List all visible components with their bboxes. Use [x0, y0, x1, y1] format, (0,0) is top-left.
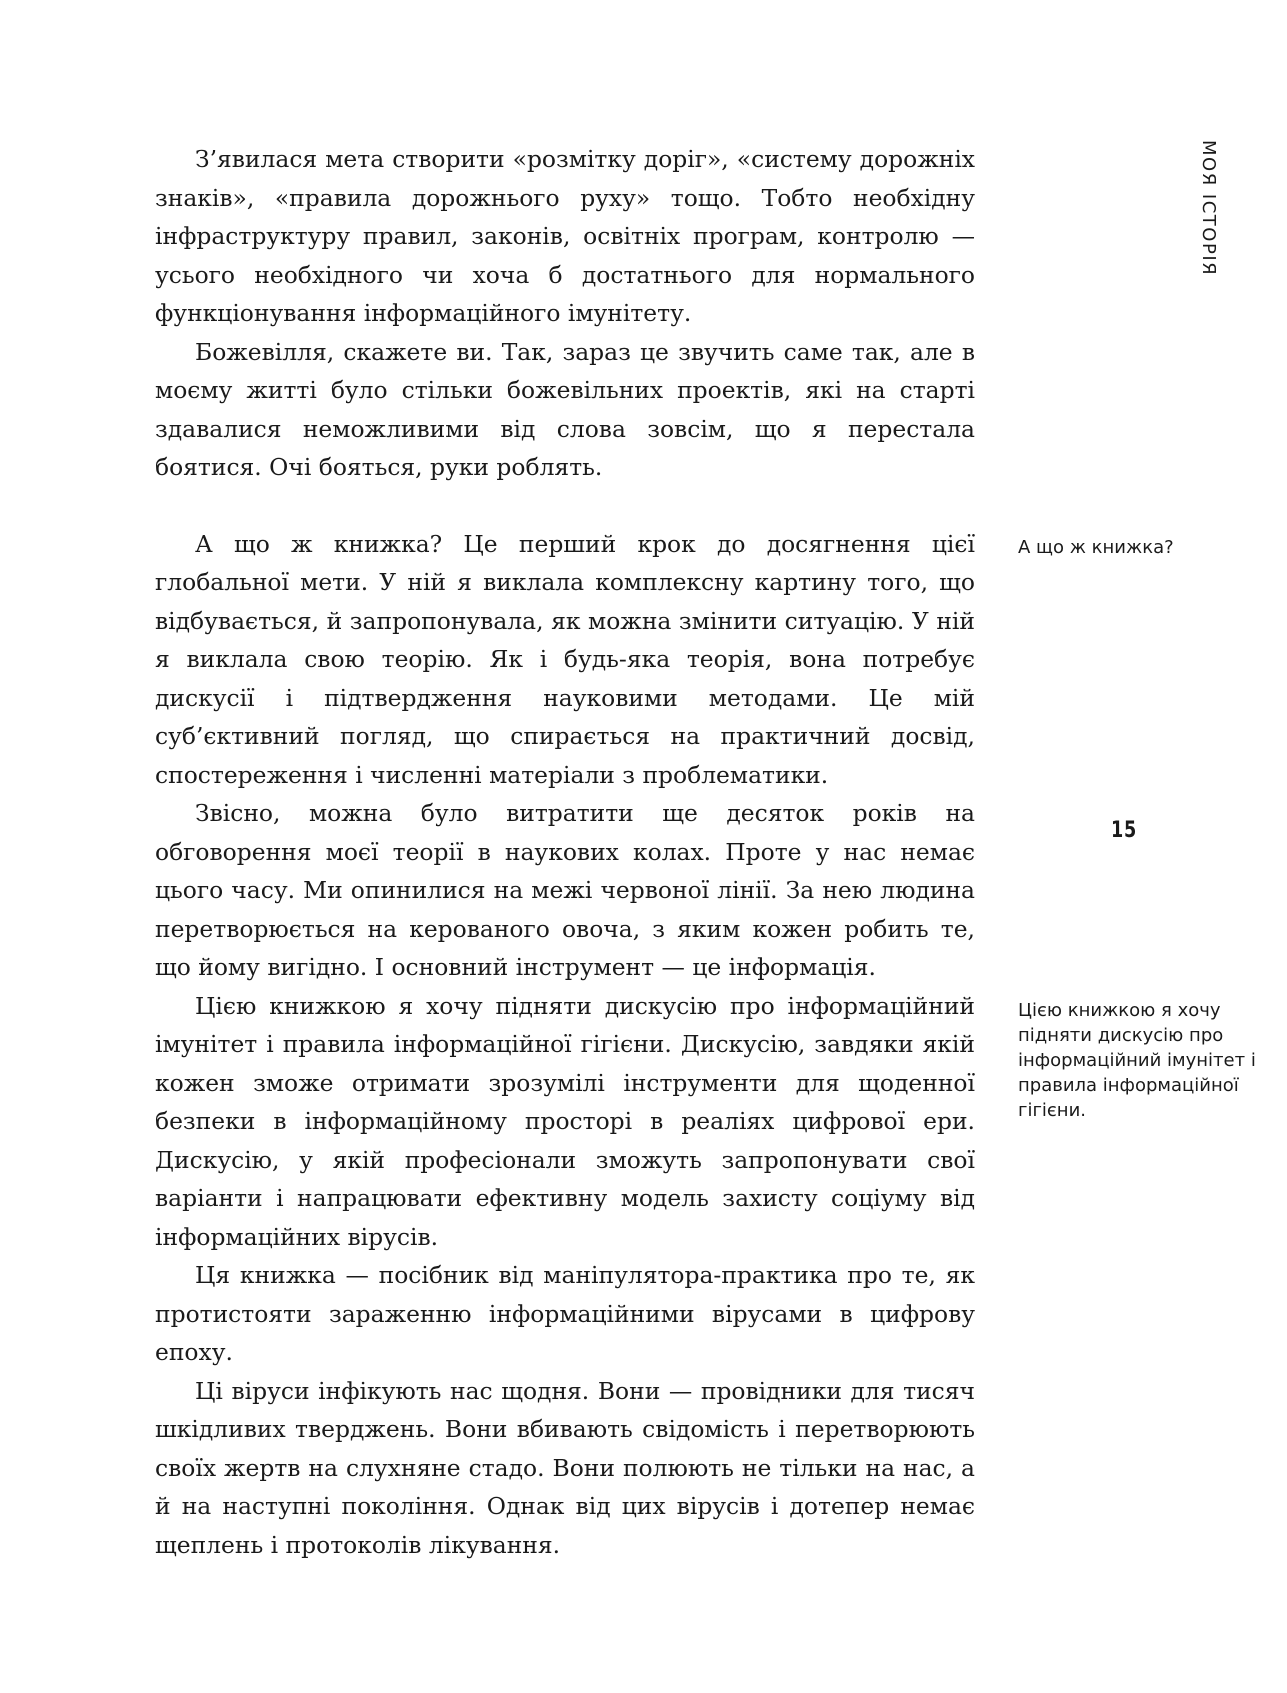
paragraph: Цією книжкою я хочу підняти дискусію про інформаційний імунітет і правила інформаційної гігієни. Дискусію, завдяки якій кожен зможе отримати зрозумілі інструменти для щоденної безпеки в інформаційному просторі в реаліях цифрової ери. Дискусію, у якій професіонали зможуть запропонувати свої варіанти і напрацювати ефективну модель захисту соціуму від інформаційних вірусів.	[155, 991, 975, 1251]
running-head: МОЯ ІСТОРІЯ	[1198, 140, 1219, 277]
page-number: 15	[1111, 818, 1138, 843]
margin-note: Цією книжкою я хочу підняти дискусію про інформаційний імунітет і правила інформаційної гігієни.	[1018, 1000, 1256, 1121]
paragraph: З’явилася мета створити «розмітку доріг», «систему дорожніх знаків», «правила дорожнього руху» тощо. Тобто необхідну інфраструктуру правил, законів, освітніх програм, контролю — усього необхідного чи хоча б достатнього для нормального функціонування інформаційного імунітету.	[155, 145, 975, 327]
paragraph: Ці віруси інфікують нас щодня. Вони — провідники для тисяч шкідливих тверджень. Вони вбивають свідомість і перетворюють своїх жертв на слухняне стадо. Вони полюють не тільки на нас, а й на наступні покоління. Однак від цих вірусів і дотепер немає щеплень і протоколів лікування.	[155, 1376, 975, 1559]
paragraph: Ця книжка — посібник від маніпулятора-практика про те, як протистояти зараженню інформаційними вірусами в цифрову епоху.	[155, 1261, 975, 1366]
paragraph: Божевілля, скажете ви. Так, зараз це звучить саме так, але в моєму житті було стільки божевільних проектів, які на старті здавалися неможливими від слова зовсім, що я перестала боятися. Очі бояться, руки роблять.	[155, 337, 975, 481]
paragraph: Звісно, можна було витратити ще десяток років на обговорення моєї теорії в наукових колах. Проте у нас немає цього часу. Ми опинилися на межі червоної лінії. За нею людина перетворюється на керованого овоча, з яким кожен робить те, що йому вигідно. І основний інструмент — це інформація.	[155, 799, 975, 981]
section-break	[155, 487, 975, 525]
paragraph: А що ж книжка? Це перший крок до досягнення цієї глобальної мети. У ній я виклала комплексну картину того, що відбувається, й запропонувала, як можна змінити ситуацію. У ній я виклала свою теорію. Як і будь-яка теорія, вона потребує дискусії і підтвердження науковими методами. Це мій суб’єктивний погляд, що спирається на практичний досвід, спостереження і численні матеріали з проблематики.	[155, 529, 975, 789]
margin-note: А що ж книжка?	[1018, 537, 1174, 558]
main-text-column	[155, 140, 975, 1564]
